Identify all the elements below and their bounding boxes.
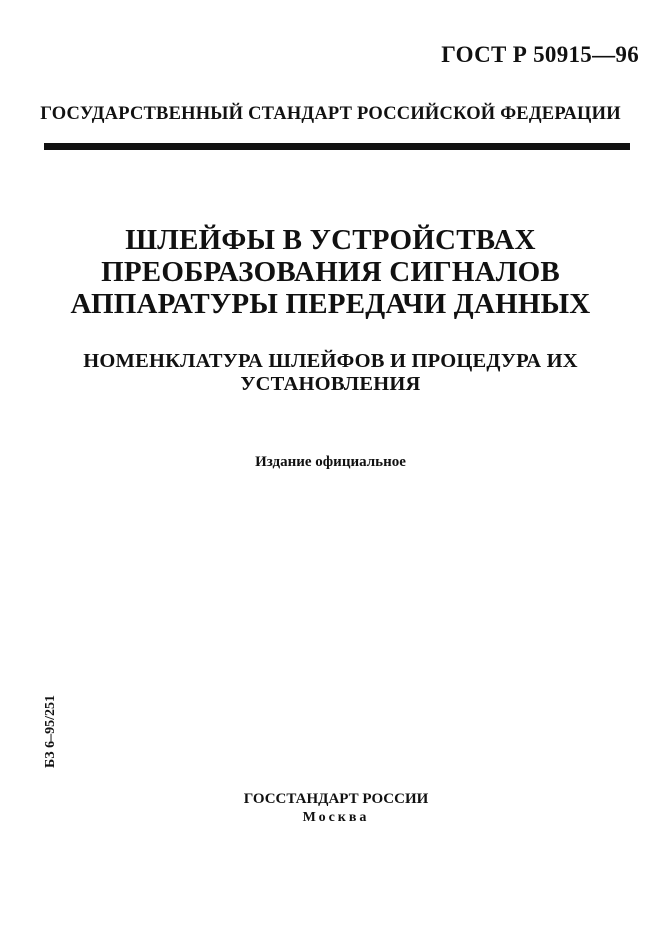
publisher-name: ГОССТАНДАРТ РОССИИ (243, 791, 429, 807)
title-line: АППАРАТУРЫ ПЕРЕДАЧИ ДАННЫХ (70, 288, 591, 320)
edition-label: Издание официальное (255, 454, 406, 470)
publisher-city: Москва (302, 810, 370, 825)
header-divider (44, 143, 630, 150)
title-line: ШЛЕЙФЫ В УСТРОЙСТВАХ (125, 224, 536, 256)
title-line: ПРЕОБРАЗОВАНИЯ СИГНАЛОВ (101, 256, 560, 288)
subtitle-line: НОМЕНКЛАТУРА ШЛЕЙФОВ И ПРОЦЕДУРА ИХ (83, 350, 578, 372)
catalog-code: БЗ 6–95/251 (43, 694, 58, 768)
document-subtitle (0, 350, 661, 396)
state-standard-heading: ГОСУДАРСТВЕННЫЙ СТАНДАРТ РОССИЙСКОЙ ФЕДЕРАЦИИ (40, 104, 621, 124)
document-title (0, 224, 661, 320)
document-number: ГОСТ Р 50915—96 (441, 42, 639, 67)
subtitle-line: УСТАНОВЛЕНИЯ (240, 373, 421, 395)
